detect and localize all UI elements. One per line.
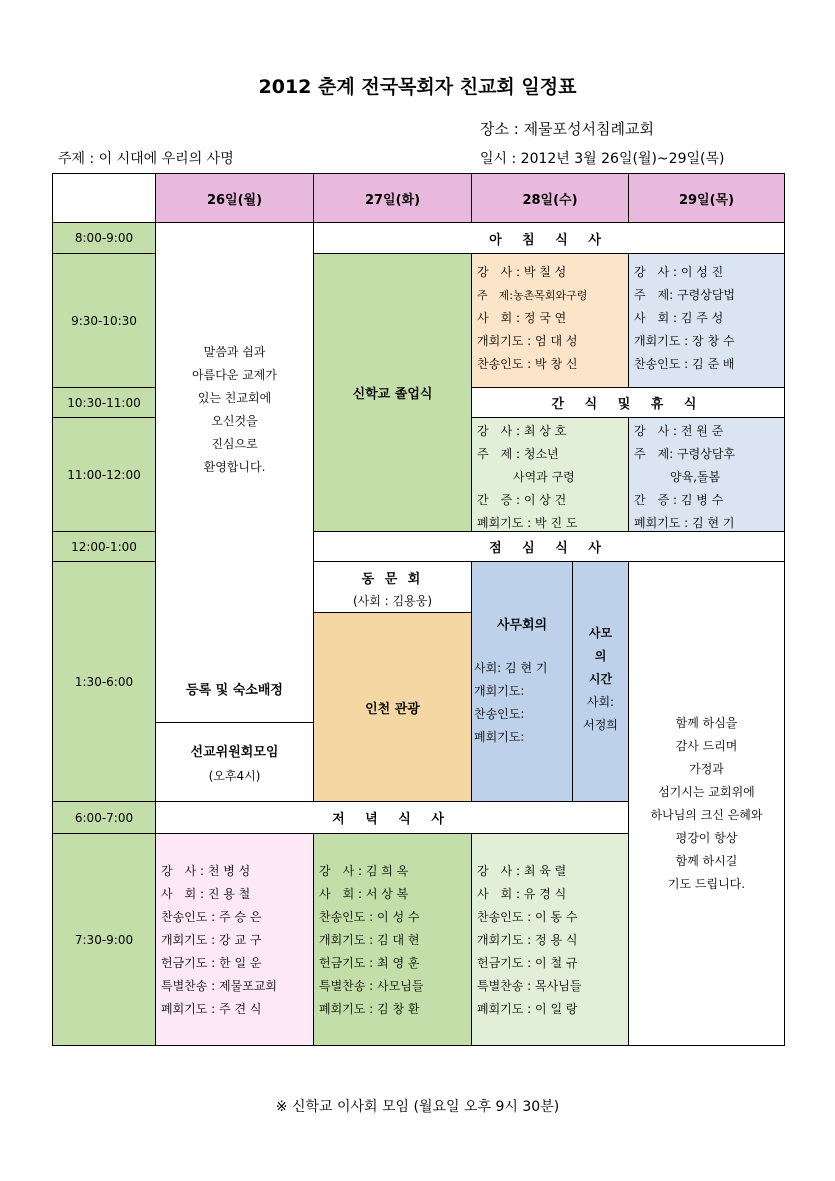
time-slot: 9:30-10:30 <box>52 253 156 388</box>
time-slot: 11:00-12:00 <box>52 417 156 532</box>
business-meeting: 사무회의 사회: 김 현 기 개회기도: 찬송인도: 폐회기도: <box>471 561 573 802</box>
event-date: 일시 : 2012년 3월 26일(월)~29일(목) <box>480 151 725 167</box>
corner-cell <box>52 173 156 223</box>
day-header-tue: 27일(화) <box>313 173 472 223</box>
alumni-meeting: 동 문 회 (사회 : 김용웅) <box>313 561 472 613</box>
venue: 장소 : 제물포성서침례교회 <box>480 120 654 138</box>
registration: 등록 및 숙소배정 <box>186 683 283 698</box>
time-slot: 10:30-11:00 <box>52 387 156 418</box>
time-slot: 6:00-7:00 <box>52 801 156 834</box>
wed-morning-session: 강 사 : 박 칠 성 주 제:농촌목회와구령 사 회 : 정 국 연 개회기도 : 엄 대 성 찬송인도 : 박 창 신 <box>471 253 629 388</box>
farewell-message: 함께 하심을 감사 드리며 가정과 섬기시는 교회위에 하나님의 크신 은혜와 평강이 항상 함께 하시길 기도 드립니다. <box>628 561 785 1046</box>
thu-morning-session: 강 사 : 이 성 진 주 제: 구령상담법 사 회 : 김 주 성 개회기도 : 장 창 수 찬송인도 : 김 준 배 <box>628 253 785 388</box>
time-slot: 8:00-9:00 <box>52 222 156 254</box>
mission-meeting: 선교위원회모임 (오후4시) <box>155 722 314 802</box>
time-slot: 12:00-1:00 <box>52 531 156 562</box>
page-title: 2012 춘계 전국목회자 친교회 일정표 <box>258 76 577 98</box>
wed-evening-session: 강 사 : 최 육 렬 사 회 : 유 경 식 찬송인도 : 이 동 수 개회기도 : 정 용 식 헌금기도 : 이 철 규 특별찬송 : 목사님들 폐회기도 : 이 일 랑 <box>471 833 629 1046</box>
wed-late-session: 강 사 : 최 상 호 주 제 : 청소년 사역과 구령 간 증 : 이 상 건 폐회기도 : 박 진 도 <box>471 417 629 532</box>
time-slot: 7:30-9:00 <box>52 833 156 1046</box>
tue-evening-session: 강 사 : 김 희 옥 사 회 : 서 상 복 찬송인도 : 이 성 수 개회기도 : 김 대 현 헌금기도 : 최 영 훈 특별찬송 : 사모님들 폐회기도 : 김 창 환 <box>313 833 472 1046</box>
day-header-thu: 29일(목) <box>628 173 785 223</box>
graduation: 신학교 졸업식 <box>313 253 472 532</box>
day-header-wed: 28일(수) <box>471 173 629 223</box>
thu-late-session: 강 사 : 전 원 준 주 제: 구령상담후 양육,돌봄 간 증 : 김 병 수 폐회기도 : 김 현 기 <box>628 417 785 532</box>
time-slot: 1:30-6:00 <box>52 561 156 802</box>
dinner: 저 녁 식 사 <box>155 801 629 834</box>
breakfast: 아 침 식 사 <box>313 222 785 254</box>
monday-welcome-block <box>155 222 314 723</box>
day-header-mon: 26일(월) <box>155 173 314 223</box>
wives-time: 사모 의 시간 사회: 서정희 <box>572 561 629 802</box>
incheon-tour: 인천 관광 <box>313 612 472 802</box>
footnote: ※ 신학교 이사회 모임 (월요일 오후 9시 30분) <box>275 1099 560 1115</box>
snack-break: 간 식 및 휴 식 <box>471 387 785 418</box>
mon-evening-session: 강 사 : 천 병 성 사 회 : 진 용 철 찬송인도 : 주 승 은 개회기도 : 강 교 구 헌금기도 : 한 일 운 특별찬송 : 제물포교회 폐회기도 : 주 견 식 <box>155 833 314 1046</box>
lunch: 점 심 식 사 <box>313 531 785 562</box>
welcome-message: 말씀과 쉼과 아름다운 교제가 있는 친교회에 오신것을 진심으로 환영합니다. <box>192 345 277 474</box>
theme: 주제 : 이 시대에 우리의 사명 <box>58 151 234 167</box>
